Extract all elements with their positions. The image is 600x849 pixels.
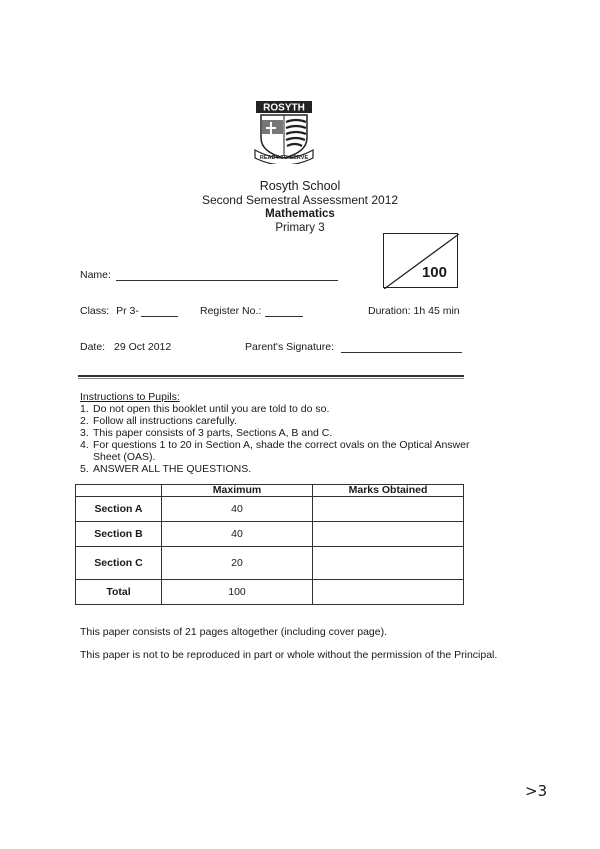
copyright-note: This paper is not to be reproduced in part or whole without the permission of the Principal. xyxy=(80,649,498,661)
table-header-cell: Marks Obtained xyxy=(313,485,464,497)
row-obtained[interactable] xyxy=(313,522,464,547)
svg-text:ROSYTH: ROSYTH xyxy=(263,102,305,114)
row-obtained[interactable] xyxy=(313,580,464,605)
instruction-item: 4. For questions 1 to 20 in Section A, shade the correct ovals on the Optical Answer xyxy=(80,439,470,451)
date-value: 29 Oct 2012 xyxy=(114,341,172,353)
page-mark: >3 xyxy=(525,782,548,800)
duration-text: Duration: 1h 45 min xyxy=(368,305,460,317)
row-max: 40 xyxy=(162,497,313,522)
register-label: Register No.: xyxy=(200,305,262,317)
divider xyxy=(78,375,464,377)
name-field xyxy=(80,269,111,281)
row-max: 100 xyxy=(162,580,313,605)
row-label: Section A xyxy=(76,497,162,522)
table-row xyxy=(76,522,464,547)
row-obtained[interactable] xyxy=(313,497,464,522)
assessment-title: Second Semestral Assessment 2012 xyxy=(201,193,399,207)
table-header-cell: Maximum xyxy=(162,485,313,497)
date-field xyxy=(80,341,171,353)
row-label: Section C xyxy=(76,547,162,580)
date-label: Date: xyxy=(80,341,106,353)
instruction-item-continued: Sheet (OAS). xyxy=(93,451,156,463)
table-header-cell xyxy=(76,485,162,497)
row-label: Total xyxy=(76,580,162,605)
score-total: 100 xyxy=(421,264,447,281)
class-input-line[interactable] xyxy=(141,306,178,317)
instructions-title: Instructions to Pupils: xyxy=(80,391,180,403)
name-input-line[interactable] xyxy=(116,270,338,281)
divider-thin xyxy=(78,378,464,379)
subject-title: Mathematics xyxy=(265,208,335,220)
marks-table xyxy=(75,484,464,605)
instruction-item: 2. Follow all instructions carefully. xyxy=(80,415,237,427)
school-crest-logo xyxy=(253,100,315,164)
score-box xyxy=(383,233,458,288)
row-obtained[interactable] xyxy=(313,547,464,580)
row-max: 20 xyxy=(162,547,313,580)
table-header-row xyxy=(76,485,464,497)
register-input-line[interactable] xyxy=(265,306,303,317)
table-row xyxy=(76,547,464,580)
signature-label: Parent's Signature: xyxy=(245,341,334,353)
table-row xyxy=(76,497,464,522)
instruction-item: 1. Do not open this booklet until you are told to do so. xyxy=(80,403,330,415)
class-value: Pr 3- xyxy=(116,305,139,317)
name-label: Name: xyxy=(80,269,111,281)
class-field xyxy=(80,305,139,317)
page-count-note: This paper consists of 21 pages altogether (including cover page). xyxy=(80,626,388,638)
instruction-item: 3. This paper consists of 3 parts, Sections A, B and C. xyxy=(80,427,333,439)
school-name: Rosyth School xyxy=(259,179,341,193)
level-title: Primary 3 xyxy=(275,222,325,234)
signature-input-line[interactable] xyxy=(341,342,462,353)
class-label: Class: xyxy=(80,305,110,317)
row-label: Section B xyxy=(76,522,162,547)
svg-text:READY TO SERVE: READY TO SERVE xyxy=(259,155,309,161)
table-row xyxy=(76,580,464,605)
row-max: 40 xyxy=(162,522,313,547)
instruction-item: 5. ANSWER ALL THE QUESTIONS. xyxy=(80,463,252,475)
